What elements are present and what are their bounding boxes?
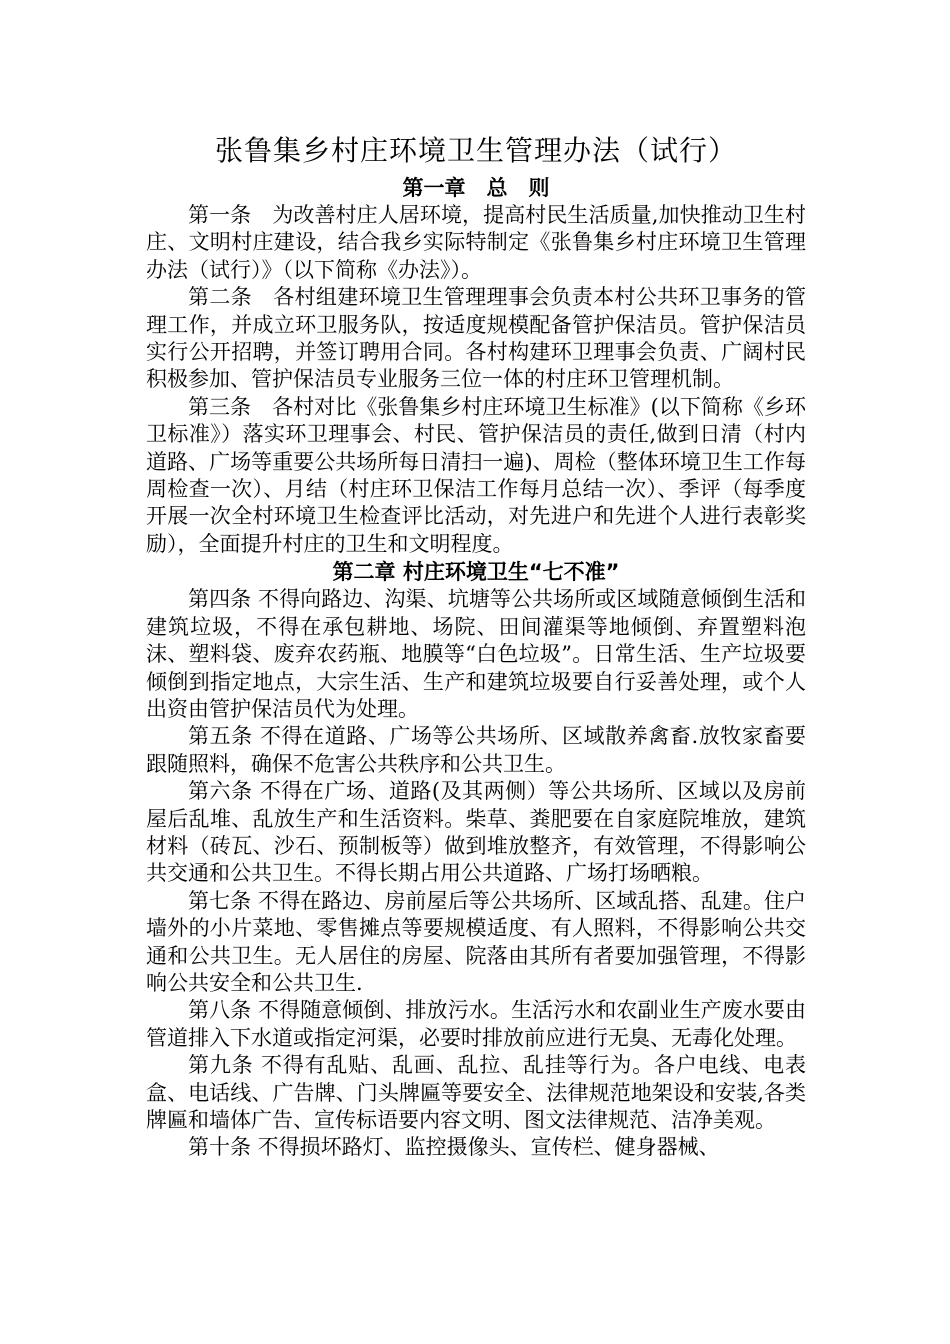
chapter-1-heading: 第一章 总 则 — [402, 176, 550, 200]
article-9: 第九条 不得有乱贴、乱画、乱拉、乱挂等行为。各户电线、电表盒、电话线、广告牌、门头牌匾等要安全、法律规范地架设和安装,各类牌匾和墙体广告、宣传标语要内容文明、图文法律规范、洁净美观。 — [146, 1053, 806, 1132]
article-6: 第六条 不得在广场、道路(及其两侧）等公共场所、区域以及房前屋后乱堆、乱放生产和生活资料。柴草、粪肥要在自家庭院堆放，建筑材料（砖瓦、沙石、预制板等）做到堆放整齐，有效管理，不得影响公共交通和公共卫生。不得长期占用公共道路、广场打场晒粮。 — [146, 779, 806, 886]
article-1: 第一条 为改善村庄人居环境，提高村民生活质量,加快推动卫生村庄、文明村庄建设，结合我乡实际特制定《张鲁集乡村庄环境卫生管理办法（试行）》（以下简称《办法》）。 — [146, 203, 806, 282]
document-page — [146, 132, 806, 1162]
article-10: 第十条 不得损坏路灯、监控摄像头、宣传栏、健身器械、 — [188, 1135, 720, 1160]
document-title: 张鲁集乡村庄环境卫生管理办法（试行） — [214, 134, 737, 167]
chapter-2-heading: 第二章 村庄环境卫生“七不准” — [332, 560, 620, 585]
article-3: 第三条 各村对比《张鲁集乡村庄环境卫生标准》(以下简称《乡环卫标准》）落实环卫理事会、村民、管护保洁员的责任,做到日清（村内道路、广场等重要公共场所每日清扫一遍)、周检（整体环境卫生工作每周检查一次）、月结（村庄环卫保洁工作每月总结一次）、季评（每季度开展一次全村环境卫生检查评比活动，对先进户和先进个人进行表彰奖励），全面提升村庄的卫生和文明程度。 — [146, 394, 806, 556]
article-5: 第五条 不得在道路、广场等公共场所、区域散养禽畜.放牧家畜要跟随照料，确保不危害公共秩序和公共卫生。 — [146, 724, 806, 776]
article-2: 第二条 各村组建环境卫生管理理事会负责本村公共环卫事务的管理工作，并成立环卫服务队，按适度规模配备管护保洁员。管护保洁员实行公开招聘，并签订聘用合同。各村构建环卫理事会负责、广阔村民积极参加、管护保洁员专业服务三位一体的村庄环卫管理机制。 — [146, 285, 806, 392]
article-8: 第八条 不得随意倾倒、排放污水。生活污水和农副业生产废水要由管道排入下水道或指定河渠，必要时排放前应进行无臭、无毒化处理。 — [146, 998, 806, 1050]
article-4: 第四条 不得向路边、沟渠、坑塘等公共场所或区域随意倾倒生活和建筑垃圾，不得在承包耕地、场院、田间灌渠等地倾倒、弃置塑料泡沫、塑料袋、废弃农药瓶、地膜等“白色垃圾”。日常生活、生产垃圾要倾倒到指定地点，大宗生活、生产和建筑垃圾要自行妥善处理，或个人出资由管护保洁员代为处理。 — [146, 587, 806, 721]
article-7: 第七条 不得在路边、房前屋后等公共场所、区域乱搭、乱建。住户墙外的小片菜地、零售摊点等要规模适度、有人照料，不得影响公共交通和公共卫生。无人居住的房屋、院落由其所有者要加强管理，不得影响公共安全和公共卫生. — [146, 888, 806, 995]
